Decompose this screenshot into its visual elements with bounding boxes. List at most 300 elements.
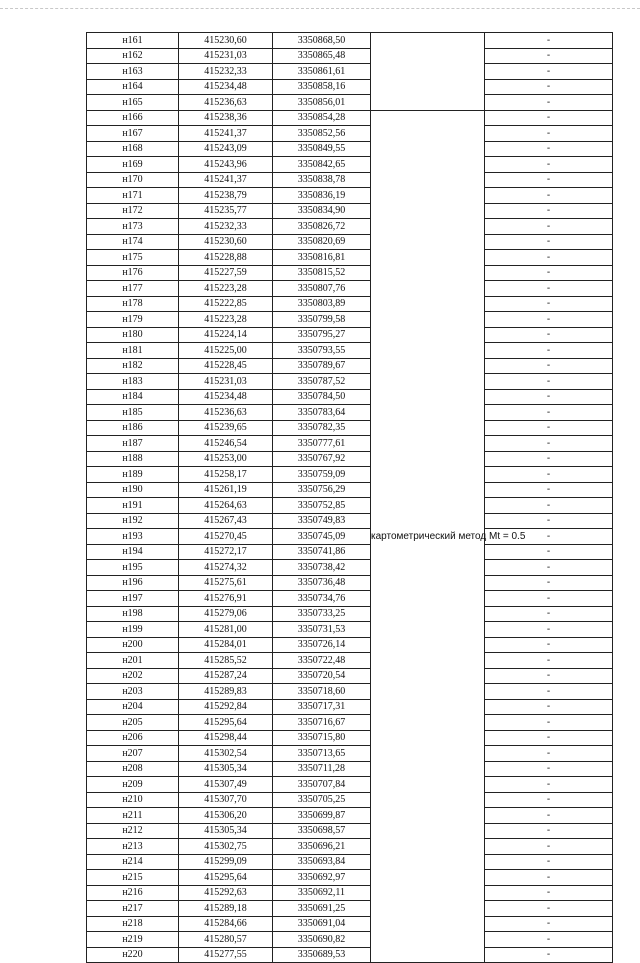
table-row	[87, 808, 613, 824]
y-coordinate-cell: 3350854,28	[273, 110, 371, 126]
y-coordinate-cell: 3350692,11	[273, 885, 371, 901]
point-id-cell: н178	[87, 296, 179, 312]
x-coordinate-cell: 415243,09	[179, 141, 273, 157]
table-row	[87, 839, 613, 855]
table-row	[87, 95, 613, 111]
point-id-cell: н214	[87, 854, 179, 870]
point-id-cell: н186	[87, 420, 179, 436]
table-row	[87, 33, 613, 49]
point-id-cell: н169	[87, 157, 179, 173]
point-id-cell: н219	[87, 932, 179, 948]
method-description-cell: картометрический метод Mt = 0.5	[371, 110, 485, 963]
accuracy-value-cell: -	[485, 529, 613, 545]
accuracy-value-cell: -	[485, 668, 613, 684]
accuracy-value-cell: -	[485, 560, 613, 576]
point-id-cell: н202	[87, 668, 179, 684]
x-coordinate-cell: 415307,70	[179, 792, 273, 808]
table-row	[87, 498, 613, 514]
y-coordinate-cell: 3350692,97	[273, 870, 371, 886]
point-id-cell: н199	[87, 622, 179, 638]
point-id-cell: н173	[87, 219, 179, 235]
table-row	[87, 947, 613, 963]
accuracy-value-cell: -	[485, 141, 613, 157]
point-id-cell: н180	[87, 327, 179, 343]
x-coordinate-cell: 415279,06	[179, 606, 273, 622]
table-row	[87, 188, 613, 204]
y-coordinate-cell: 3350842,65	[273, 157, 371, 173]
table-row	[87, 451, 613, 467]
x-coordinate-cell: 415306,20	[179, 808, 273, 824]
accuracy-value-cell: -	[485, 901, 613, 917]
accuracy-value-cell: -	[485, 389, 613, 405]
y-coordinate-cell: 3350718,60	[273, 684, 371, 700]
table-row	[87, 715, 613, 731]
point-id-cell: н189	[87, 467, 179, 483]
y-coordinate-cell: 3350868,50	[273, 33, 371, 49]
point-id-cell: н185	[87, 405, 179, 421]
table-row	[87, 668, 613, 684]
accuracy-value-cell: -	[485, 746, 613, 762]
x-coordinate-cell: 415241,37	[179, 172, 273, 188]
table-row	[87, 420, 613, 436]
y-coordinate-cell: 3350783,64	[273, 405, 371, 421]
accuracy-value-cell: -	[485, 172, 613, 188]
x-coordinate-cell: 415228,88	[179, 250, 273, 266]
accuracy-value-cell: -	[485, 110, 613, 126]
x-coordinate-cell: 415239,65	[179, 420, 273, 436]
y-coordinate-cell: 3350787,52	[273, 374, 371, 390]
x-coordinate-cell: 415276,91	[179, 591, 273, 607]
accuracy-value-cell: -	[485, 730, 613, 746]
y-coordinate-cell: 3350707,84	[273, 777, 371, 793]
y-coordinate-cell: 3350711,28	[273, 761, 371, 777]
accuracy-value-cell: -	[485, 48, 613, 64]
x-coordinate-cell: 415284,01	[179, 637, 273, 653]
y-coordinate-cell: 3350767,92	[273, 451, 371, 467]
table-row	[87, 126, 613, 142]
table-row	[87, 436, 613, 452]
accuracy-value-cell: -	[485, 637, 613, 653]
accuracy-value-cell: -	[485, 482, 613, 498]
table-row	[87, 157, 613, 173]
point-id-cell: н187	[87, 436, 179, 452]
table-row	[87, 761, 613, 777]
accuracy-value-cell: -	[485, 839, 613, 855]
table-row	[87, 482, 613, 498]
point-id-cell: н213	[87, 839, 179, 855]
y-coordinate-cell: 3350789,67	[273, 358, 371, 374]
x-coordinate-cell: 415238,36	[179, 110, 273, 126]
x-coordinate-cell: 415223,28	[179, 312, 273, 328]
x-coordinate-cell: 415299,09	[179, 854, 273, 870]
point-id-cell: н201	[87, 653, 179, 669]
accuracy-value-cell: -	[485, 405, 613, 421]
x-coordinate-cell: 415236,63	[179, 95, 273, 111]
accuracy-value-cell: -	[485, 374, 613, 390]
point-id-cell: н215	[87, 870, 179, 886]
accuracy-value-cell: -	[485, 792, 613, 808]
table-row	[87, 234, 613, 250]
accuracy-value-cell: -	[485, 575, 613, 591]
point-id-cell: н211	[87, 808, 179, 824]
x-coordinate-cell: 415232,33	[179, 64, 273, 80]
point-id-cell: н193	[87, 529, 179, 545]
x-coordinate-cell: 415289,83	[179, 684, 273, 700]
x-coordinate-cell: 415281,00	[179, 622, 273, 638]
point-id-cell: н200	[87, 637, 179, 653]
table-row	[87, 141, 613, 157]
table-row	[87, 529, 613, 545]
x-coordinate-cell: 415270,45	[179, 529, 273, 545]
point-id-cell: н181	[87, 343, 179, 359]
x-coordinate-cell: 415236,63	[179, 405, 273, 421]
x-coordinate-cell: 415275,61	[179, 575, 273, 591]
y-coordinate-cell: 3350838,78	[273, 172, 371, 188]
y-coordinate-cell: 3350807,76	[273, 281, 371, 297]
accuracy-value-cell: -	[485, 591, 613, 607]
x-coordinate-cell: 415227,59	[179, 265, 273, 281]
x-coordinate-cell: 415228,45	[179, 358, 273, 374]
x-coordinate-cell: 415307,49	[179, 777, 273, 793]
y-coordinate-cell: 3350834,90	[273, 203, 371, 219]
accuracy-value-cell: -	[485, 33, 613, 49]
x-coordinate-cell: 415222,85	[179, 296, 273, 312]
table-row	[87, 777, 613, 793]
table-row	[87, 343, 613, 359]
x-coordinate-cell: 415261,19	[179, 482, 273, 498]
y-coordinate-cell: 3350820,69	[273, 234, 371, 250]
y-coordinate-cell: 3350720,54	[273, 668, 371, 684]
accuracy-value-cell: -	[485, 544, 613, 560]
table-row	[87, 172, 613, 188]
x-coordinate-cell: 415253,00	[179, 451, 273, 467]
point-id-cell: н206	[87, 730, 179, 746]
y-coordinate-cell: 3350795,27	[273, 327, 371, 343]
coordinates-table-body	[87, 33, 613, 963]
accuracy-value-cell: -	[485, 126, 613, 142]
accuracy-value-cell: -	[485, 870, 613, 886]
point-id-cell: н194	[87, 544, 179, 560]
accuracy-value-cell: -	[485, 699, 613, 715]
y-coordinate-cell: 3350756,29	[273, 482, 371, 498]
accuracy-value-cell: -	[485, 823, 613, 839]
point-id-cell: н172	[87, 203, 179, 219]
y-coordinate-cell: 3350693,84	[273, 854, 371, 870]
accuracy-value-cell: -	[485, 343, 613, 359]
table-row	[87, 916, 613, 932]
x-coordinate-cell: 415292,84	[179, 699, 273, 715]
table-row	[87, 203, 613, 219]
table-row	[87, 64, 613, 80]
table-row	[87, 79, 613, 95]
accuracy-value-cell: -	[485, 622, 613, 638]
point-id-cell: н218	[87, 916, 179, 932]
accuracy-value-cell: -	[485, 715, 613, 731]
y-coordinate-cell: 3350826,72	[273, 219, 371, 235]
y-coordinate-cell: 3350713,65	[273, 746, 371, 762]
accuracy-value-cell: -	[485, 420, 613, 436]
y-coordinate-cell: 3350691,04	[273, 916, 371, 932]
x-coordinate-cell: 415231,03	[179, 374, 273, 390]
accuracy-value-cell: -	[485, 265, 613, 281]
point-id-cell: н203	[87, 684, 179, 700]
accuracy-value-cell: -	[485, 777, 613, 793]
x-coordinate-cell: 415302,75	[179, 839, 273, 855]
y-coordinate-cell: 3350815,52	[273, 265, 371, 281]
x-coordinate-cell: 415295,64	[179, 870, 273, 886]
accuracy-value-cell: -	[485, 95, 613, 111]
x-coordinate-cell: 415232,33	[179, 219, 273, 235]
table-row	[87, 932, 613, 948]
x-coordinate-cell: 415295,64	[179, 715, 273, 731]
x-coordinate-cell: 415230,60	[179, 234, 273, 250]
y-coordinate-cell: 3350698,57	[273, 823, 371, 839]
table-row	[87, 730, 613, 746]
table-row	[87, 281, 613, 297]
x-coordinate-cell: 415241,37	[179, 126, 273, 142]
accuracy-value-cell: -	[485, 885, 613, 901]
y-coordinate-cell: 3350793,55	[273, 343, 371, 359]
y-coordinate-cell: 3350699,87	[273, 808, 371, 824]
point-id-cell: н191	[87, 498, 179, 514]
x-coordinate-cell: 415292,63	[179, 885, 273, 901]
y-coordinate-cell: 3350726,14	[273, 637, 371, 653]
accuracy-value-cell: -	[485, 606, 613, 622]
x-coordinate-cell: 415280,57	[179, 932, 273, 948]
x-coordinate-cell: 415246,54	[179, 436, 273, 452]
y-coordinate-cell: 3350852,56	[273, 126, 371, 142]
point-id-cell: н164	[87, 79, 179, 95]
point-id-cell: н205	[87, 715, 179, 731]
point-id-cell: н196	[87, 575, 179, 591]
x-coordinate-cell: 415264,63	[179, 498, 273, 514]
point-id-cell: н177	[87, 281, 179, 297]
point-id-cell: н162	[87, 48, 179, 64]
point-id-cell: н198	[87, 606, 179, 622]
table-row	[87, 885, 613, 901]
x-coordinate-cell: 415225,00	[179, 343, 273, 359]
point-id-cell: н210	[87, 792, 179, 808]
y-coordinate-cell: 3350738,42	[273, 560, 371, 576]
y-coordinate-cell: 3350849,55	[273, 141, 371, 157]
point-id-cell: н165	[87, 95, 179, 111]
table-row	[87, 467, 613, 483]
y-coordinate-cell: 3350741,86	[273, 544, 371, 560]
y-coordinate-cell: 3350736,48	[273, 575, 371, 591]
y-coordinate-cell: 3350745,09	[273, 529, 371, 545]
x-coordinate-cell: 415267,43	[179, 513, 273, 529]
x-coordinate-cell: 415238,79	[179, 188, 273, 204]
y-coordinate-cell: 3350716,67	[273, 715, 371, 731]
x-coordinate-cell: 415223,28	[179, 281, 273, 297]
table-row	[87, 513, 613, 529]
accuracy-value-cell: -	[485, 653, 613, 669]
accuracy-value-cell: -	[485, 234, 613, 250]
accuracy-value-cell: -	[485, 219, 613, 235]
y-coordinate-cell: 3350799,58	[273, 312, 371, 328]
table-row	[87, 870, 613, 886]
x-coordinate-cell: 415277,55	[179, 947, 273, 963]
point-id-cell: н217	[87, 901, 179, 917]
x-coordinate-cell: 415234,48	[179, 79, 273, 95]
y-coordinate-cell: 3350715,80	[273, 730, 371, 746]
table-row	[87, 312, 613, 328]
table-row	[87, 265, 613, 281]
point-id-cell: н216	[87, 885, 179, 901]
accuracy-value-cell: -	[485, 296, 613, 312]
x-coordinate-cell: 415258,17	[179, 467, 273, 483]
y-coordinate-cell: 3350717,31	[273, 699, 371, 715]
y-coordinate-cell: 3350691,25	[273, 901, 371, 917]
accuracy-value-cell: -	[485, 203, 613, 219]
y-coordinate-cell: 3350690,82	[273, 932, 371, 948]
x-coordinate-cell: 415234,48	[179, 389, 273, 405]
x-coordinate-cell: 415285,52	[179, 653, 273, 669]
table-row	[87, 746, 613, 762]
y-coordinate-cell: 3350803,89	[273, 296, 371, 312]
accuracy-value-cell: -	[485, 250, 613, 266]
table-row	[87, 854, 613, 870]
point-id-cell: н197	[87, 591, 179, 607]
table-row	[87, 575, 613, 591]
x-coordinate-cell: 415272,17	[179, 544, 273, 560]
y-coordinate-cell: 3350733,25	[273, 606, 371, 622]
point-id-cell: н212	[87, 823, 179, 839]
x-coordinate-cell: 415230,60	[179, 33, 273, 49]
y-coordinate-cell: 3350759,09	[273, 467, 371, 483]
x-coordinate-cell: 415305,34	[179, 761, 273, 777]
table-row	[87, 699, 613, 715]
x-coordinate-cell: 415235,77	[179, 203, 273, 219]
table-row	[87, 823, 613, 839]
point-id-cell: н184	[87, 389, 179, 405]
accuracy-value-cell: -	[485, 498, 613, 514]
table-row	[87, 606, 613, 622]
y-coordinate-cell: 3350858,16	[273, 79, 371, 95]
y-coordinate-cell: 3350752,85	[273, 498, 371, 514]
point-id-cell: н208	[87, 761, 179, 777]
point-id-cell: н188	[87, 451, 179, 467]
point-id-cell: н192	[87, 513, 179, 529]
accuracy-value-cell: -	[485, 188, 613, 204]
accuracy-value-cell: -	[485, 761, 613, 777]
accuracy-value-cell: -	[485, 513, 613, 529]
y-coordinate-cell: 3350749,83	[273, 513, 371, 529]
table-row	[87, 48, 613, 64]
point-id-cell: н166	[87, 110, 179, 126]
table-row	[87, 591, 613, 607]
y-coordinate-cell: 3350865,48	[273, 48, 371, 64]
point-id-cell: н207	[87, 746, 179, 762]
accuracy-value-cell: -	[485, 358, 613, 374]
point-id-cell: н175	[87, 250, 179, 266]
table-row	[87, 901, 613, 917]
point-id-cell: н195	[87, 560, 179, 576]
y-coordinate-cell: 3350856,01	[273, 95, 371, 111]
page-top-rule	[0, 8, 640, 9]
table-row	[87, 110, 613, 126]
method-cell-empty	[371, 33, 485, 111]
table-row	[87, 250, 613, 266]
y-coordinate-cell: 3350705,25	[273, 792, 371, 808]
coordinates-table	[86, 32, 613, 963]
y-coordinate-cell: 3350777,61	[273, 436, 371, 452]
accuracy-value-cell: -	[485, 157, 613, 173]
x-coordinate-cell: 415287,24	[179, 668, 273, 684]
y-coordinate-cell: 3350722,48	[273, 653, 371, 669]
accuracy-value-cell: -	[485, 467, 613, 483]
accuracy-value-cell: -	[485, 312, 613, 328]
point-id-cell: н183	[87, 374, 179, 390]
accuracy-value-cell: -	[485, 436, 613, 452]
table-row	[87, 389, 613, 405]
accuracy-value-cell: -	[485, 947, 613, 963]
table-row	[87, 637, 613, 653]
accuracy-value-cell: -	[485, 281, 613, 297]
x-coordinate-cell: 415289,18	[179, 901, 273, 917]
table-row	[87, 792, 613, 808]
table-row	[87, 358, 613, 374]
point-id-cell: н209	[87, 777, 179, 793]
table-row	[87, 560, 613, 576]
x-coordinate-cell: 415231,03	[179, 48, 273, 64]
table-row	[87, 405, 613, 421]
y-coordinate-cell: 3350734,76	[273, 591, 371, 607]
table-row	[87, 653, 613, 669]
x-coordinate-cell: 415224,14	[179, 327, 273, 343]
y-coordinate-cell: 3350836,19	[273, 188, 371, 204]
x-coordinate-cell: 415302,54	[179, 746, 273, 762]
point-id-cell: н204	[87, 699, 179, 715]
point-id-cell: н174	[87, 234, 179, 250]
y-coordinate-cell: 3350696,21	[273, 839, 371, 855]
accuracy-value-cell: -	[485, 327, 613, 343]
point-id-cell: н220	[87, 947, 179, 963]
accuracy-value-cell: -	[485, 79, 613, 95]
accuracy-value-cell: -	[485, 916, 613, 932]
point-id-cell: н176	[87, 265, 179, 281]
accuracy-value-cell: -	[485, 451, 613, 467]
table-row	[87, 684, 613, 700]
table-row	[87, 544, 613, 560]
point-id-cell: н171	[87, 188, 179, 204]
x-coordinate-cell: 415305,34	[179, 823, 273, 839]
point-id-cell: н190	[87, 482, 179, 498]
table-row	[87, 296, 613, 312]
point-id-cell: н161	[87, 33, 179, 49]
y-coordinate-cell: 3350784,50	[273, 389, 371, 405]
point-id-cell: н170	[87, 172, 179, 188]
point-id-cell: н179	[87, 312, 179, 328]
accuracy-value-cell: -	[485, 808, 613, 824]
point-id-cell: н182	[87, 358, 179, 374]
x-coordinate-cell: 415274,32	[179, 560, 273, 576]
x-coordinate-cell: 415298,44	[179, 730, 273, 746]
y-coordinate-cell: 3350731,53	[273, 622, 371, 638]
y-coordinate-cell: 3350689,53	[273, 947, 371, 963]
table-row	[87, 327, 613, 343]
accuracy-value-cell: -	[485, 932, 613, 948]
y-coordinate-cell: 3350782,35	[273, 420, 371, 436]
point-id-cell: н168	[87, 141, 179, 157]
point-id-cell: н163	[87, 64, 179, 80]
table-row	[87, 219, 613, 235]
accuracy-value-cell: -	[485, 854, 613, 870]
x-coordinate-cell: 415243,96	[179, 157, 273, 173]
y-coordinate-cell: 3350861,61	[273, 64, 371, 80]
accuracy-value-cell: -	[485, 64, 613, 80]
accuracy-value-cell: -	[485, 684, 613, 700]
